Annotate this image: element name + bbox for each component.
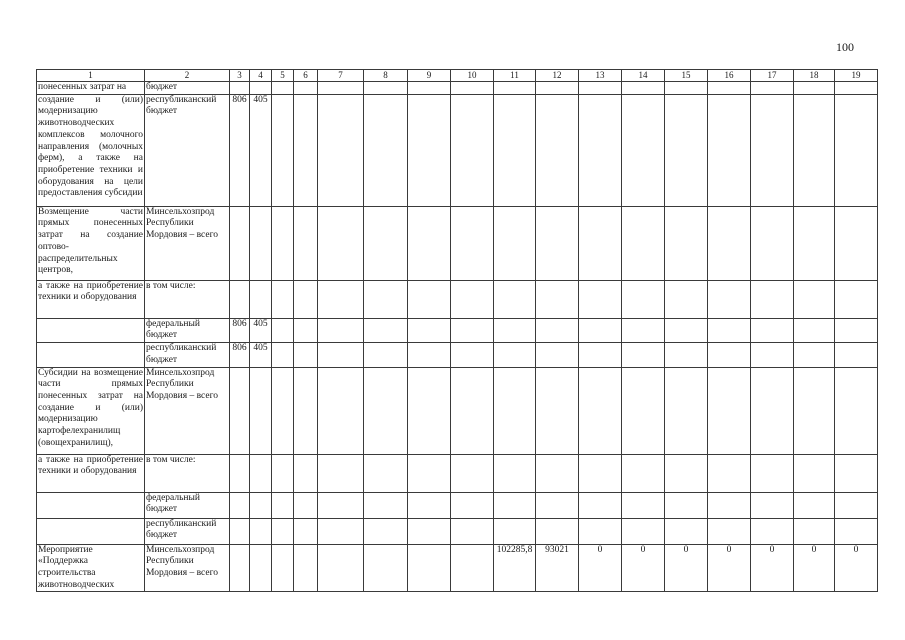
- value-cell: [364, 544, 408, 592]
- value-cell: [622, 94, 665, 206]
- value-cell: [272, 492, 294, 518]
- value-cell: [318, 82, 364, 95]
- value-cell: [794, 518, 835, 544]
- value-cell: [364, 280, 408, 318]
- table-row: [37, 206, 878, 280]
- header-cell: 5: [272, 70, 294, 82]
- value-cell: [364, 318, 408, 342]
- value-cell: [751, 318, 794, 342]
- value-cell: [494, 94, 536, 206]
- value-cell: [364, 206, 408, 280]
- responsible-cell: бюджет: [145, 82, 230, 95]
- value-cell: [364, 492, 408, 518]
- value-cell: [408, 94, 451, 206]
- value-cell: [794, 94, 835, 206]
- header-cell: 4: [250, 70, 272, 82]
- value-cell: [318, 544, 364, 592]
- header-cell: 13: [579, 70, 622, 82]
- value-cell: 806: [230, 94, 250, 206]
- value-cell: [451, 544, 494, 592]
- value-cell: [230, 367, 250, 454]
- header-cell: 10: [451, 70, 494, 82]
- value-cell: [294, 82, 318, 95]
- value-cell: 0: [794, 544, 835, 592]
- activity-name-cell: а также на приобретение техники и оборудования: [37, 454, 145, 492]
- value-cell: [494, 343, 536, 367]
- value-cell: [230, 280, 250, 318]
- value-cell: [408, 518, 451, 544]
- value-cell: [272, 544, 294, 592]
- value-cell: [536, 94, 579, 206]
- value-cell: [835, 367, 878, 454]
- value-cell: [408, 367, 451, 454]
- value-cell: [708, 206, 751, 280]
- value-cell: [451, 343, 494, 367]
- value-cell: [622, 518, 665, 544]
- header-cell: 18: [794, 70, 835, 82]
- header-cell: 7: [318, 70, 364, 82]
- value-cell: [250, 492, 272, 518]
- header-cell: 14: [622, 70, 665, 82]
- value-cell: [794, 318, 835, 342]
- value-cell: [579, 94, 622, 206]
- value-cell: [494, 518, 536, 544]
- value-cell: [536, 492, 579, 518]
- value-cell: [494, 280, 536, 318]
- value-cell: [751, 94, 794, 206]
- header-row: [37, 70, 878, 82]
- value-cell: [665, 94, 708, 206]
- value-cell: [708, 82, 751, 95]
- value-cell: [230, 492, 250, 518]
- value-cell: [665, 454, 708, 492]
- value-cell: [294, 343, 318, 367]
- value-cell: [230, 544, 250, 592]
- value-cell: [272, 343, 294, 367]
- value-cell: [318, 518, 364, 544]
- value-cell: [622, 206, 665, 280]
- value-cell: [665, 280, 708, 318]
- value-cell: [751, 82, 794, 95]
- value-cell: [294, 492, 318, 518]
- value-cell: [579, 280, 622, 318]
- value-cell: [494, 82, 536, 95]
- responsible-cell: в том числе:: [145, 280, 230, 318]
- value-cell: [665, 343, 708, 367]
- header-cell: 1: [37, 70, 145, 82]
- value-cell: [536, 454, 579, 492]
- value-cell: [751, 343, 794, 367]
- value-cell: [751, 492, 794, 518]
- value-cell: [835, 492, 878, 518]
- value-cell: [579, 492, 622, 518]
- value-cell: [250, 206, 272, 280]
- table-row: [37, 454, 878, 492]
- responsible-cell: в том числе:: [145, 454, 230, 492]
- value-cell: [708, 367, 751, 454]
- value-cell: [751, 518, 794, 544]
- value-cell: [794, 206, 835, 280]
- table-row: [37, 343, 878, 367]
- value-cell: [250, 454, 272, 492]
- value-cell: [835, 454, 878, 492]
- value-cell: 0: [708, 544, 751, 592]
- value-cell: 0: [751, 544, 794, 592]
- value-cell: [579, 318, 622, 342]
- value-cell: [494, 454, 536, 492]
- header-cell: 11: [494, 70, 536, 82]
- value-cell: [451, 492, 494, 518]
- value-cell: [835, 280, 878, 318]
- table-row: [37, 280, 878, 318]
- value-cell: [294, 94, 318, 206]
- value-cell: [665, 82, 708, 95]
- value-cell: [408, 82, 451, 95]
- value-cell: [364, 454, 408, 492]
- value-cell: [250, 544, 272, 592]
- value-cell: [708, 343, 751, 367]
- value-cell: [751, 454, 794, 492]
- value-cell: [250, 367, 272, 454]
- value-cell: [579, 518, 622, 544]
- value-cell: [451, 318, 494, 342]
- value-cell: [364, 82, 408, 95]
- table-row: [37, 82, 878, 95]
- value-cell: [294, 318, 318, 342]
- value-cell: [751, 367, 794, 454]
- header-cell: 3: [230, 70, 250, 82]
- value-cell: [408, 454, 451, 492]
- value-cell: [665, 206, 708, 280]
- value-cell: [835, 206, 878, 280]
- value-cell: [364, 94, 408, 206]
- value-cell: [294, 454, 318, 492]
- value-cell: [579, 454, 622, 492]
- value-cell: [494, 318, 536, 342]
- value-cell: [579, 206, 622, 280]
- activity-name-cell: [37, 318, 145, 342]
- value-cell: [451, 367, 494, 454]
- value-cell: [294, 206, 318, 280]
- value-cell: [794, 82, 835, 95]
- value-cell: [794, 343, 835, 367]
- activity-name-cell: Возмещение части прямых понесенных затрат на создание оптово-распределительных центров,: [37, 206, 145, 280]
- value-cell: 0: [579, 544, 622, 592]
- value-cell: 0: [835, 544, 878, 592]
- table-row: [37, 518, 878, 544]
- value-cell: [794, 492, 835, 518]
- value-cell: [494, 206, 536, 280]
- value-cell: [708, 280, 751, 318]
- value-cell: [536, 367, 579, 454]
- value-cell: [835, 318, 878, 342]
- table-row: [37, 544, 878, 592]
- header-cell: 16: [708, 70, 751, 82]
- value-cell: [408, 280, 451, 318]
- value-cell: [622, 367, 665, 454]
- value-cell: [622, 454, 665, 492]
- value-cell: [230, 82, 250, 95]
- value-cell: [536, 343, 579, 367]
- activity-name-cell: [37, 492, 145, 518]
- value-cell: 0: [622, 544, 665, 592]
- table-row: [37, 492, 878, 518]
- value-cell: [250, 280, 272, 318]
- value-cell: [536, 82, 579, 95]
- value-cell: [665, 367, 708, 454]
- activity-name-cell: Субсидии на возмещение части прямых понесенных затрат на создание и (или) модернизацию картофелехранилищ (овощехранилищ),: [37, 367, 145, 454]
- value-cell: [451, 454, 494, 492]
- value-cell: [272, 518, 294, 544]
- value-cell: 93021: [536, 544, 579, 592]
- value-cell: [622, 343, 665, 367]
- value-cell: [708, 518, 751, 544]
- responsible-cell: республиканский бюджет: [145, 343, 230, 367]
- value-cell: [250, 82, 272, 95]
- value-cell: [494, 492, 536, 518]
- value-cell: [318, 492, 364, 518]
- value-cell: [494, 367, 536, 454]
- value-cell: [230, 518, 250, 544]
- value-cell: [536, 280, 579, 318]
- value-cell: [708, 318, 751, 342]
- value-cell: [622, 318, 665, 342]
- value-cell: [451, 280, 494, 318]
- value-cell: [751, 280, 794, 318]
- responsible-cell: Минсельхозпрод Республики Мордовия – всего: [145, 206, 230, 280]
- value-cell: [451, 518, 494, 544]
- table-row: [37, 367, 878, 454]
- header-cell: 15: [665, 70, 708, 82]
- responsible-cell: федеральный бюджет: [145, 318, 230, 342]
- header-cell: 9: [408, 70, 451, 82]
- value-cell: [665, 518, 708, 544]
- value-cell: [579, 343, 622, 367]
- header-cell: 12: [536, 70, 579, 82]
- value-cell: [708, 454, 751, 492]
- value-cell: 806: [230, 318, 250, 342]
- page-number: 100: [836, 40, 854, 54]
- value-cell: 0: [665, 544, 708, 592]
- value-cell: [408, 318, 451, 342]
- responsible-cell: Минсельхозпрод Республики Мордовия – всего: [145, 367, 230, 454]
- value-cell: [579, 82, 622, 95]
- value-cell: [294, 544, 318, 592]
- header-cell: 2: [145, 70, 230, 82]
- value-cell: [622, 82, 665, 95]
- value-cell: [318, 454, 364, 492]
- header-cell: 8: [364, 70, 408, 82]
- value-cell: [318, 206, 364, 280]
- value-cell: 405: [250, 343, 272, 367]
- value-cell: [318, 280, 364, 318]
- value-cell: [408, 343, 451, 367]
- responsible-cell: Минсельхозпрод Республики Мордовия – всего: [145, 544, 230, 592]
- value-cell: [272, 454, 294, 492]
- value-cell: [835, 94, 878, 206]
- value-cell: [272, 94, 294, 206]
- value-cell: [364, 367, 408, 454]
- value-cell: [751, 206, 794, 280]
- value-cell: [708, 492, 751, 518]
- value-cell: [794, 280, 835, 318]
- value-cell: [536, 206, 579, 280]
- value-cell: [318, 367, 364, 454]
- header-cell: 19: [835, 70, 878, 82]
- value-cell: [536, 318, 579, 342]
- value-cell: [230, 206, 250, 280]
- table-row: [37, 318, 878, 342]
- value-cell: [272, 82, 294, 95]
- value-cell: [272, 280, 294, 318]
- value-cell: [536, 518, 579, 544]
- value-cell: [708, 94, 751, 206]
- activity-name-cell: создание и (или) модернизацию животноводческих комплексов молочного направления (молочных ферм), а также на приобретение техники и оборудования на цели предоставления субсидии: [37, 94, 145, 206]
- value-cell: [451, 94, 494, 206]
- value-cell: [794, 454, 835, 492]
- activity-name-cell: понесенных затрат на: [37, 82, 145, 95]
- value-cell: [665, 492, 708, 518]
- value-cell: [318, 343, 364, 367]
- value-cell: [622, 280, 665, 318]
- activity-name-cell: а также на приобретение техники и оборудования: [37, 280, 145, 318]
- value-cell: 102285,8: [494, 544, 536, 592]
- value-cell: [408, 492, 451, 518]
- value-cell: [579, 367, 622, 454]
- responsible-cell: федеральный бюджет: [145, 492, 230, 518]
- value-cell: 806: [230, 343, 250, 367]
- value-cell: 405: [250, 94, 272, 206]
- value-cell: [272, 367, 294, 454]
- value-cell: [294, 280, 318, 318]
- value-cell: [250, 518, 272, 544]
- value-cell: 405: [250, 318, 272, 342]
- value-cell: [318, 318, 364, 342]
- header-cell: 17: [751, 70, 794, 82]
- value-cell: [318, 94, 364, 206]
- responsible-cell: республиканский бюджет: [145, 94, 230, 206]
- budget-table: [36, 69, 878, 592]
- value-cell: [294, 367, 318, 454]
- value-cell: [408, 206, 451, 280]
- value-cell: [835, 518, 878, 544]
- header-cell: 6: [294, 70, 318, 82]
- value-cell: [272, 318, 294, 342]
- value-cell: [230, 454, 250, 492]
- activity-name-cell: [37, 343, 145, 367]
- value-cell: [408, 544, 451, 592]
- value-cell: [364, 343, 408, 367]
- value-cell: [794, 367, 835, 454]
- value-cell: [665, 318, 708, 342]
- value-cell: [622, 492, 665, 518]
- value-cell: [364, 518, 408, 544]
- value-cell: [835, 343, 878, 367]
- table-row: [37, 94, 878, 206]
- activity-name-cell: Мероприятие «Поддержка строительства животноводческих: [37, 544, 145, 592]
- activity-name-cell: [37, 518, 145, 544]
- value-cell: [272, 206, 294, 280]
- value-cell: [451, 206, 494, 280]
- value-cell: [835, 82, 878, 95]
- value-cell: [294, 518, 318, 544]
- value-cell: [451, 82, 494, 95]
- responsible-cell: республиканский бюджет: [145, 518, 230, 544]
